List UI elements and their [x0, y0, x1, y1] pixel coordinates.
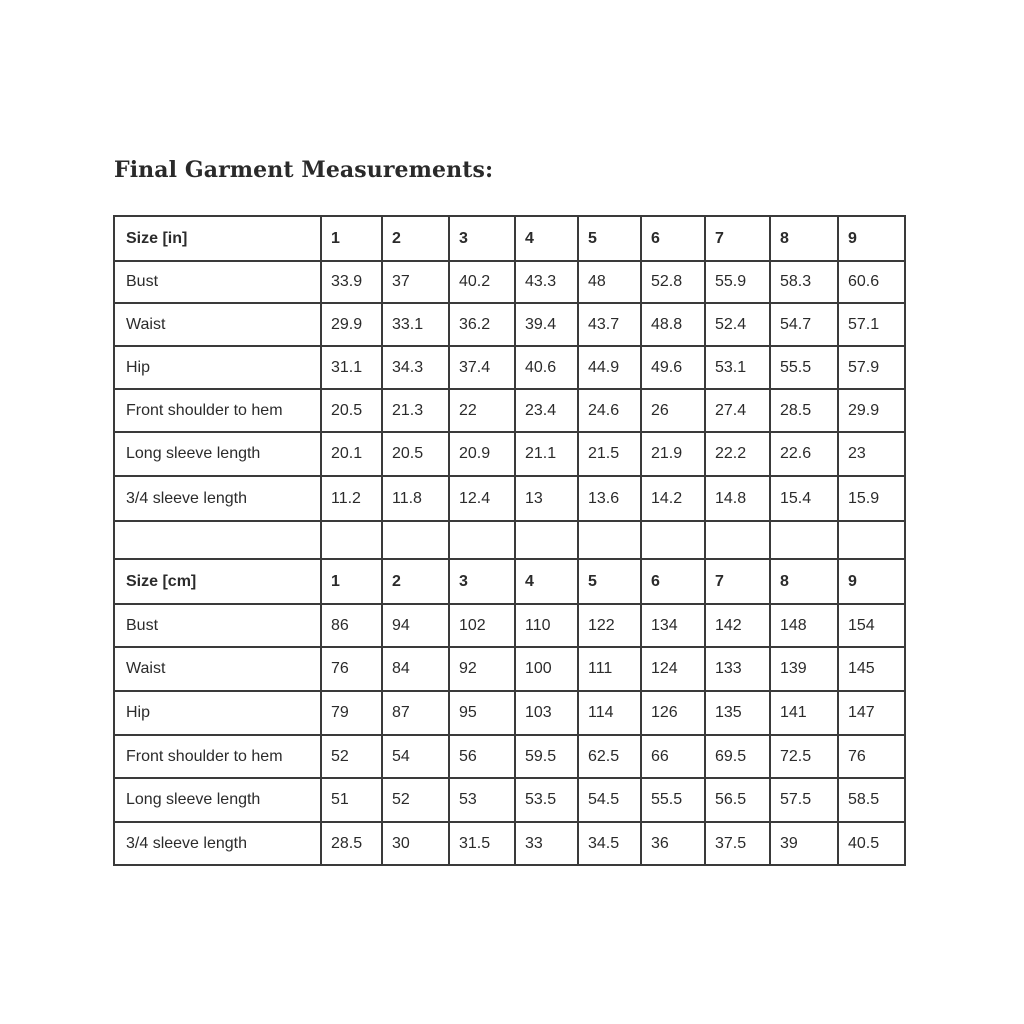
- measurement-cell: 21.3: [382, 389, 449, 432]
- measurement-cell: 57.1: [838, 303, 905, 346]
- measurement-cell: 95: [449, 691, 515, 735]
- measurement-cell: 56.5: [705, 778, 770, 822]
- measurement-cell: 114: [578, 691, 641, 735]
- measurement-cell: 21.1: [515, 432, 578, 476]
- measurement-cell: 33.1: [382, 303, 449, 346]
- measurement-cell: 69.5: [705, 735, 770, 778]
- measurement-cell: 39.4: [515, 303, 578, 346]
- row-label: Front shoulder to hem: [114, 735, 321, 778]
- measurement-cell: 31.1: [321, 346, 382, 389]
- measurement-cell: 111: [578, 647, 641, 691]
- row-label: Bust: [114, 261, 321, 303]
- measurement-cell: 62.5: [578, 735, 641, 778]
- row-label: Waist: [114, 647, 321, 691]
- measurement-cell: 23.4: [515, 389, 578, 432]
- measurement-cell: 20.9: [449, 432, 515, 476]
- row-label: Long sleeve length: [114, 778, 321, 822]
- measurement-cell: 79: [321, 691, 382, 735]
- measurement-cell: 55.5: [641, 778, 705, 822]
- measurement-cell: 43.3: [515, 261, 578, 303]
- measurement-cell: 100: [515, 647, 578, 691]
- measurement-cell: 52.4: [705, 303, 770, 346]
- measurement-cell: 37.5: [705, 822, 770, 865]
- measurement-cell: 34.5: [578, 822, 641, 865]
- measurement-cell: 55.5: [770, 346, 838, 389]
- table-row: [114, 691, 905, 735]
- measurement-cell: 53.1: [705, 346, 770, 389]
- measurement-cell: 37.4: [449, 346, 515, 389]
- measurement-cell: 11.8: [382, 476, 449, 521]
- measurement-table-body: [114, 216, 905, 865]
- inches-size-6: 6: [641, 216, 705, 261]
- measurement-cell: 36: [641, 822, 705, 865]
- measurement-cell: 60.6: [838, 261, 905, 303]
- cm-size-4: 4: [515, 559, 578, 604]
- measurement-cell: 33.9: [321, 261, 382, 303]
- measurement-cell: 55.9: [705, 261, 770, 303]
- empty-cell: [449, 521, 515, 559]
- measurement-cell: 40.2: [449, 261, 515, 303]
- table-row: [114, 476, 905, 521]
- measurement-cell: 48.8: [641, 303, 705, 346]
- row-label: Front shoulder to hem: [114, 389, 321, 432]
- inches-size-4: 4: [515, 216, 578, 261]
- cm-size-7: 7: [705, 559, 770, 604]
- table-row: [114, 303, 905, 346]
- row-label: 3/4 sleeve length: [114, 476, 321, 521]
- measurement-cell: 76: [838, 735, 905, 778]
- measurement-cell: 126: [641, 691, 705, 735]
- measurement-cell: 52.8: [641, 261, 705, 303]
- empty-cell: [838, 521, 905, 559]
- empty-cell: [641, 521, 705, 559]
- measurement-cell: 20.5: [382, 432, 449, 476]
- measurement-cell: 135: [705, 691, 770, 735]
- measurement-cell: 87: [382, 691, 449, 735]
- cm-size-8: 8: [770, 559, 838, 604]
- measurement-cell: 124: [641, 647, 705, 691]
- table-row: [114, 822, 905, 865]
- measurement-cell: 86: [321, 604, 382, 647]
- inches-size-5: 5: [578, 216, 641, 261]
- measurement-cell: 134: [641, 604, 705, 647]
- measurement-cell: 13.6: [578, 476, 641, 521]
- measurement-cell: 76: [321, 647, 382, 691]
- measurement-cell: 72.5: [770, 735, 838, 778]
- measurement-cell: 21.5: [578, 432, 641, 476]
- measurement-cell: 33: [515, 822, 578, 865]
- inches-size-2: 2: [382, 216, 449, 261]
- measurement-cell: 57.5: [770, 778, 838, 822]
- cm-size-3: 3: [449, 559, 515, 604]
- measurement-cell: 28.5: [321, 822, 382, 865]
- empty-cell: [382, 521, 449, 559]
- measurement-cell: 20.5: [321, 389, 382, 432]
- empty-cell: [321, 521, 382, 559]
- measurement-cell: 53: [449, 778, 515, 822]
- measurement-cell: 27.4: [705, 389, 770, 432]
- inches-size-3: 3: [449, 216, 515, 261]
- measurement-cell: 103: [515, 691, 578, 735]
- inches-size-8: 8: [770, 216, 838, 261]
- measurement-cell: 54.7: [770, 303, 838, 346]
- measurement-table: [113, 215, 906, 866]
- inches-header-row: [114, 216, 905, 261]
- table-row: [114, 346, 905, 389]
- row-label: 3/4 sleeve length: [114, 822, 321, 865]
- cm-size-2: 2: [382, 559, 449, 604]
- measurement-cell: 58.3: [770, 261, 838, 303]
- measurement-cell: 13: [515, 476, 578, 521]
- measurement-cell: 22.2: [705, 432, 770, 476]
- measurement-cell: 15.4: [770, 476, 838, 521]
- inches-size-7: 7: [705, 216, 770, 261]
- table-row: [114, 389, 905, 432]
- measurement-cell: 39: [770, 822, 838, 865]
- measurement-cell: 30: [382, 822, 449, 865]
- measurement-cell: 15.9: [838, 476, 905, 521]
- measurement-cell: 37: [382, 261, 449, 303]
- measurement-cell: 57.9: [838, 346, 905, 389]
- spacer-row: [114, 521, 905, 559]
- table-row: [114, 647, 905, 691]
- measurement-cell: 21.9: [641, 432, 705, 476]
- table-row: [114, 604, 905, 647]
- empty-cell: [515, 521, 578, 559]
- measurement-cell: 24.6: [578, 389, 641, 432]
- measurement-cell: 145: [838, 647, 905, 691]
- measurement-cell: 110: [515, 604, 578, 647]
- measurement-cell: 28.5: [770, 389, 838, 432]
- measurement-cell: 43.7: [578, 303, 641, 346]
- measurement-cell: 23: [838, 432, 905, 476]
- measurement-cell: 12.4: [449, 476, 515, 521]
- empty-cell: [705, 521, 770, 559]
- row-label: Hip: [114, 691, 321, 735]
- measurement-cell: 66: [641, 735, 705, 778]
- measurement-cell: 40.5: [838, 822, 905, 865]
- row-label: Waist: [114, 303, 321, 346]
- empty-cell: [114, 521, 321, 559]
- measurement-cell: 14.8: [705, 476, 770, 521]
- measurement-cell: 102: [449, 604, 515, 647]
- measurement-cell: 34.3: [382, 346, 449, 389]
- measurement-cell: 51: [321, 778, 382, 822]
- measurement-cell: 147: [838, 691, 905, 735]
- measurement-cell: 133: [705, 647, 770, 691]
- measurement-cell: 44.9: [578, 346, 641, 389]
- inches-size-9: 9: [838, 216, 905, 261]
- measurement-cell: 92: [449, 647, 515, 691]
- inches-size-1: 1: [321, 216, 382, 261]
- table-row: [114, 735, 905, 778]
- cm-size-6: 6: [641, 559, 705, 604]
- measurement-cell: 36.2: [449, 303, 515, 346]
- measurement-cell: 49.6: [641, 346, 705, 389]
- measurement-cell: 31.5: [449, 822, 515, 865]
- measurement-cell: 56: [449, 735, 515, 778]
- measurement-cell: 122: [578, 604, 641, 647]
- page-title: Final Garment Measurements:: [114, 157, 494, 183]
- cm-size-9: 9: [838, 559, 905, 604]
- measurement-cell: 11.2: [321, 476, 382, 521]
- table-row: [114, 261, 905, 303]
- empty-cell: [578, 521, 641, 559]
- measurement-cell: 52: [321, 735, 382, 778]
- measurement-cell: 14.2: [641, 476, 705, 521]
- measurement-cell: 22.6: [770, 432, 838, 476]
- measurement-cell: 148: [770, 604, 838, 647]
- measurement-cell: 29.9: [838, 389, 905, 432]
- cm-header-row: [114, 559, 905, 604]
- table-row: [114, 778, 905, 822]
- cm-size-1: 1: [321, 559, 382, 604]
- measurement-cell: 154: [838, 604, 905, 647]
- cm-size-5: 5: [578, 559, 641, 604]
- empty-cell: [770, 521, 838, 559]
- measurement-cell: 139: [770, 647, 838, 691]
- measurement-cell: 22: [449, 389, 515, 432]
- row-label: Hip: [114, 346, 321, 389]
- inches-size-label: Size [in]: [114, 216, 321, 261]
- row-label: Bust: [114, 604, 321, 647]
- measurement-cell: 141: [770, 691, 838, 735]
- measurement-cell: 26: [641, 389, 705, 432]
- measurement-cell: 40.6: [515, 346, 578, 389]
- measurement-cell: 58.5: [838, 778, 905, 822]
- measurement-cell: 29.9: [321, 303, 382, 346]
- measurement-cell: 142: [705, 604, 770, 647]
- measurement-cell: 54: [382, 735, 449, 778]
- row-label: Long sleeve length: [114, 432, 321, 476]
- cm-size-label: Size [cm]: [114, 559, 321, 604]
- measurement-cell: 59.5: [515, 735, 578, 778]
- measurement-cell: 54.5: [578, 778, 641, 822]
- measurement-cell: 84: [382, 647, 449, 691]
- table-row: [114, 432, 905, 476]
- measurement-cell: 48: [578, 261, 641, 303]
- measurement-cell: 20.1: [321, 432, 382, 476]
- measurement-cell: 52: [382, 778, 449, 822]
- measurement-cell: 94: [382, 604, 449, 647]
- measurement-cell: 53.5: [515, 778, 578, 822]
